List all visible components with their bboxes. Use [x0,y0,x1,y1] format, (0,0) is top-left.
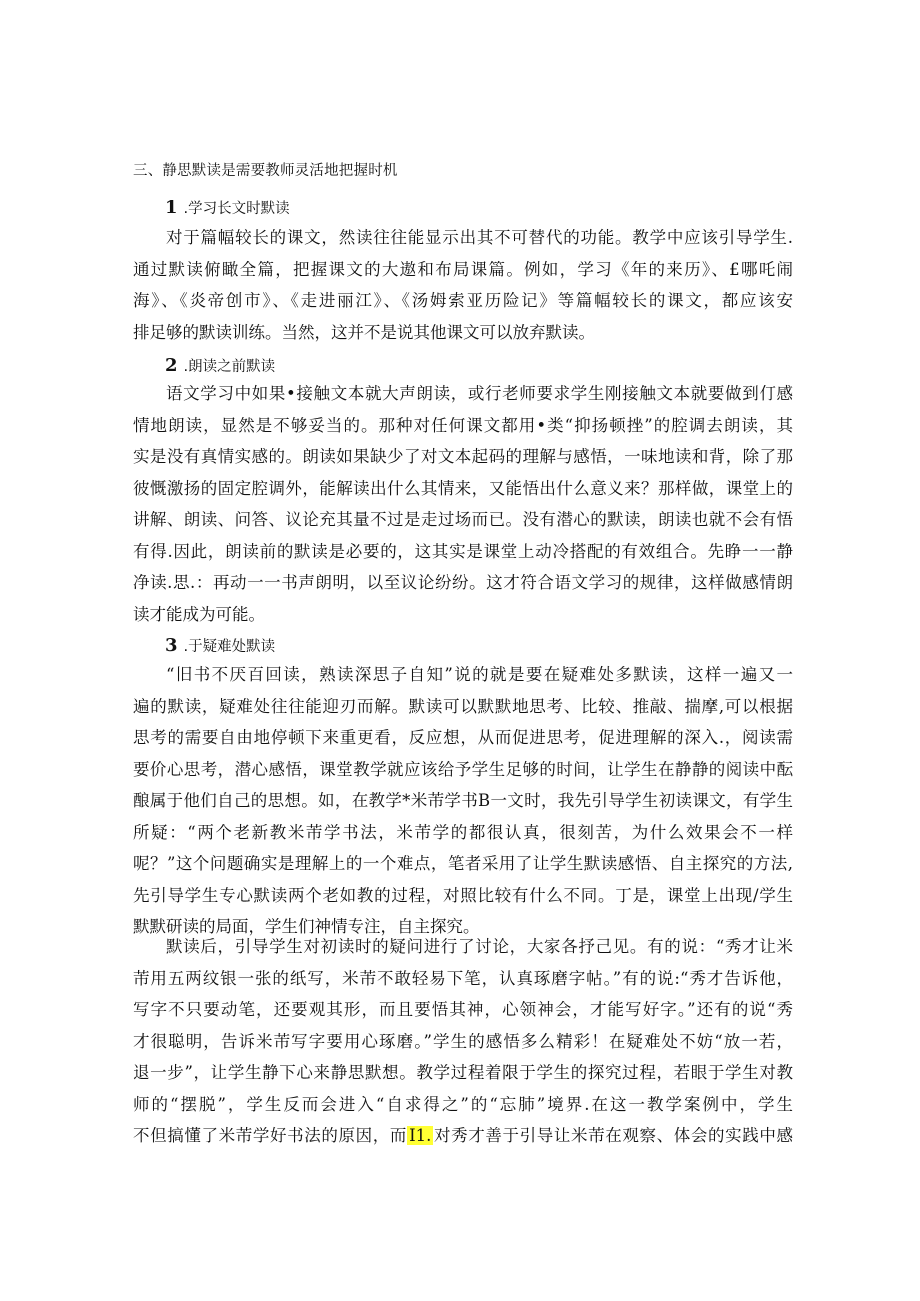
paragraph-line: 师的“摆脱”，学生反而会进入“自求得之”的“忘肺”境界.在这一教学案例中，学生 [133,1094,793,1114]
subsection-title: .于疑难处默读 [183,639,276,655]
text-fragment: 不但搞懂了米芾学好书法的原因，而 [133,1126,408,1145]
paragraph-line: 呢？”这个问题确实是理解上的一个难点，笔者采用了让学生默读感悟、自主探究的方法, [133,854,793,873]
paragraph-line: 语文学习中如果•接触文本就大声朗读，或行老师要求学生刚接触文本就要做到仃感 [166,384,793,403]
paragraph-line: 读才能成为可能。 [133,604,265,624]
section-heading: 三、静思默读是需要教师灵活地把握时机 [133,163,398,179]
paragraph-line: “旧书不厌百回读，熟读深思子自知”说的就是要在疑难处多默读，这样一遍又一 [166,665,793,684]
subsection-title: .学习长文时默读 [183,201,290,217]
paragraph-line: 情地朗读，显然是不够妥当的。那种对任何课文都用•类“抑扬顿挫”的腔调去朗读，其 [133,415,793,435]
paragraph-line: 芾用五两纹银一张的纸写，米芾不敢轻易下笔，认真琢磨字帖。”有的说:“秀才告诉他， [133,968,793,988]
paragraph-2 [133,378,793,630]
paragraph-line: 才很聪明，告诉米芾写字要用心琢磨。”学生的感悟多么精彩！在疑难处不妨“放一若， [133,1031,793,1051]
subsection-number: 3 [165,635,178,656]
paragraph-line: 通过默读俯瞰全篇，把握课文的大遨和布局课篇。例如，学习《年的来历》、£哪吒闹 [133,259,793,279]
paragraph-line: 讲解、朗读、问答、议论充其量不过是走过场而已。没有潜心的默读，朗读也就不会有悟 [133,510,793,529]
paragraph-line: 净读.思.：再动一一书声朗明，以至议论纷纷。这才符合语文学习的规律，这样做感情朗 [133,573,793,592]
paragraph-line: 海》、《炎帝创市》、《走进丽江》、《汤姆索亚历险记》等篇幅较长的课文，都应该安 [133,291,793,310]
paragraph-line: 彼慨激扬的固定腔调外，能解读出什么其情来，又能悟出什么意义来？那样做，课堂上的 [133,478,793,498]
paragraph-line-with-highlight [133,1120,793,1152]
paragraph-line: 排足够的默读训练。当然，这并不是说其他课文可以放弃默读。 [133,322,595,342]
subsection-heading-3 [165,635,275,658]
highlighted-text: I1. [409,1126,432,1145]
paragraph-4 [133,931,793,1152]
paragraph-line: 有得.因此，朗读前的默读是必要的，这其实是课堂上动冷搭配的有效组合。先睁一一静 [133,541,793,561]
subsection-title: .朗读之前默读 [183,359,276,375]
paragraph-line: 遍的默读，疑难处往往能迎刃而解。默读可以默默地思考、比较、推敲、揣摩,可以根据 [133,696,793,716]
paragraph-line: 思考的需要自由地停顿下来重更看，反应想，从而促进思考，促进理解的深入.，阅读需 [133,728,793,747]
paragraph-line: 默读后，引导学生对初读时的疑问进行了讨论，大家各抒己见。有的说：“秀才让米 [166,937,793,956]
paragraph-line: 酿属于他们自己的思想。如，在教学*米芾学书B一文时，我先引导学生初读课文，有学生 [133,791,793,810]
paragraph-line: 默默研读的局面，学生们神情专注，自主探究。 [133,917,480,936]
subsection-heading-2 [165,355,275,378]
paragraph-line: 退一步”，让学生静下心来静思默想。教学过程着限于学生的探究过程，若眼于学生对教 [133,1063,793,1082]
text-fragment: 对秀才善于引导让米芾在观察、体会的实践中感 [433,1126,793,1145]
subsection-heading-1 [165,197,290,220]
paragraph-line: 写字不只要动笔，还要观其形，而且要悟其神，心领神会，才能写好字。”还有的说“秀 [133,1000,793,1019]
paragraph-3 [133,659,793,943]
paragraph-line: 实是没有真情实感的。朗读如果缺少了对文本起码的理解与感悟，一味地读和背，除了那 [133,447,793,466]
paragraph-line: 先引导学生专心默读两个老如教的过程，对照比较有什么不同。丁是，课堂上出现/学生 [133,885,793,905]
paragraph-line: 所疑：“两个老新教米芾学书法，米芾学的都很认真，很刻苦，为什么效果会不一样 [133,822,793,842]
paragraph-line: 要价心思考，潜心感悟，课堂教学就应该给予学生足够的时间，让学生在静静的阅读中酝 [133,759,793,779]
paragraph-line: 对于篇幅较长的课文，然读往往能显示出其不可替代的功能。教学中应该引导学生. [166,228,793,247]
subsection-number: 2 [165,355,178,376]
paragraph-1 [133,222,793,348]
subsection-number: 1 [165,197,178,218]
